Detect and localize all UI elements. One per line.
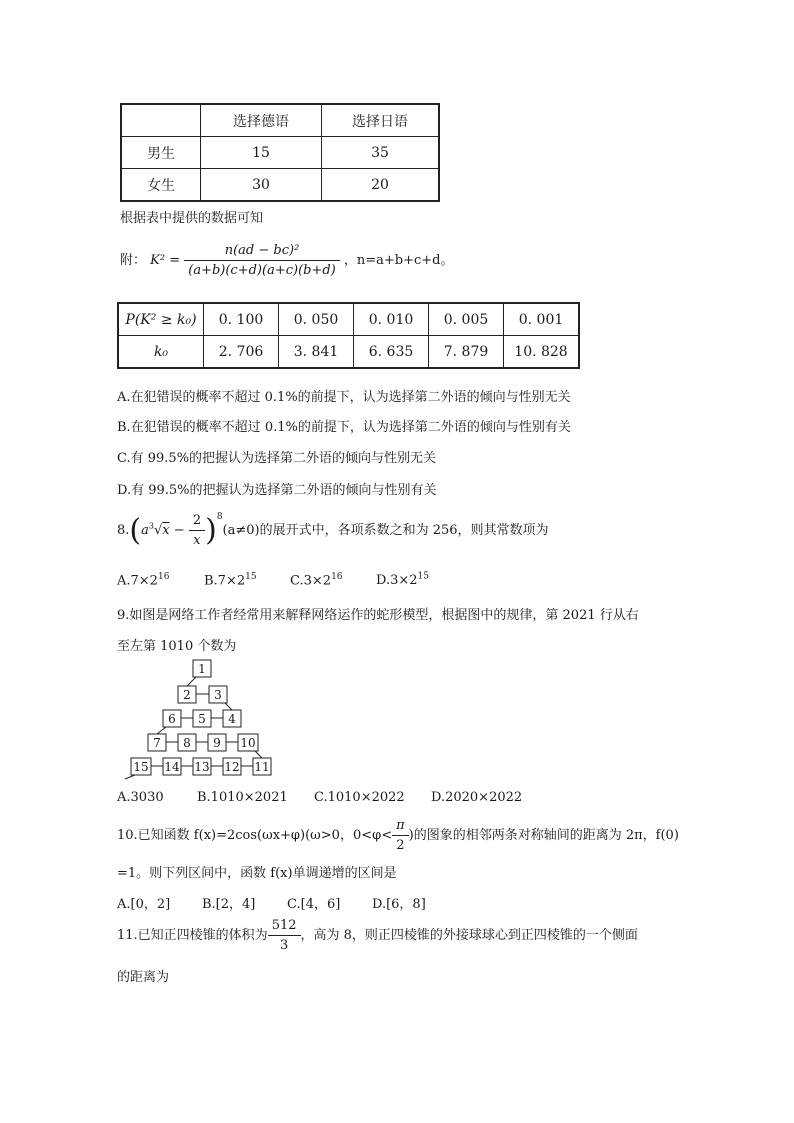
q8-options — [117, 572, 429, 588]
diagram-number: 6 — [168, 712, 176, 726]
diagram-number: 2 — [183, 688, 191, 702]
question-9-line1: 9.如图是网络工作者经常用来解释网络运作的蛇形模型，根据图中的规律，第 2021 行从右 — [117, 608, 639, 623]
question-text: 11.已知正四棱锥的体积为 — [117, 928, 268, 943]
q10-options — [117, 893, 426, 912]
k-squared-formula — [120, 243, 454, 278]
question-11-line1 — [117, 918, 638, 953]
fraction-denominator: 2 — [396, 838, 405, 853]
option-a: A.在犯错误的概率不超过 0.1%的前提下，认为选择第二外语的倾向与性别无关 — [117, 390, 571, 405]
table-cell: k₀ — [118, 336, 204, 369]
option-c: $C.3\times 2^{16}$ — [290, 572, 343, 589]
question-8: $8.(a^3√x$ − $\frac{2}{x}$ )$^8$(a≠0)的展开式中，各项系数之和为 256，则其常数项为 — [117, 511, 549, 548]
diagram-number: 15 — [133, 760, 149, 774]
option-d: D.有 99.5%的把握认为选择第二外语的倾向与性别有关 — [117, 483, 437, 498]
diagram-number: 3 — [214, 688, 222, 702]
table-header-cell — [121, 104, 201, 137]
option-b: $B.7\times 2^{15}$ — [204, 572, 257, 589]
q9-options — [117, 790, 522, 805]
option-d: $D.3\times 2^{15}$ — [376, 572, 429, 589]
table-cell: 0. 001 — [504, 303, 580, 336]
diagram-number: 9 — [213, 736, 221, 750]
option-b: B.在犯错误的概率不超过 0.1%的前提下，认为选择第二外语的倾向与性别有关 — [117, 420, 571, 435]
table-row — [121, 137, 439, 169]
table-cell: 20 — [322, 169, 440, 202]
formula-denominator: (a+b)(c+d)(a+c)(b+d) — [188, 263, 336, 278]
formula-numerator: n(ad − bc)² — [184, 243, 340, 261]
diagram-number: 8 — [183, 736, 191, 750]
table-cell: 0. 100 — [204, 303, 279, 336]
question-10-line2: =1。则下列区间中，函数 f(x)单调递增的区间是 — [117, 866, 397, 881]
table-cell: 0. 005 — [429, 303, 504, 336]
gender-language-table — [120, 103, 440, 202]
intro-text: 根据表中提供的数据可知 — [120, 211, 264, 226]
question-11-line2: 的距离为 — [117, 970, 170, 985]
question-number: 8. — [117, 523, 130, 538]
diagram-number: 11 — [254, 760, 270, 774]
fraction-denominator: 3 — [279, 938, 289, 953]
diagram-number: 1 — [198, 662, 206, 676]
q8-fraction — [189, 513, 205, 548]
diagram-number: 7 — [153, 736, 161, 750]
table-cell: 35 — [322, 137, 440, 169]
option-c: C.1010×2022 — [314, 790, 405, 805]
table-cell: 3. 841 — [279, 336, 354, 369]
pi-over-2-fraction — [392, 818, 409, 853]
option-c: C.有 99.5%的把握认为选择第二外语的倾向与性别无关 — [117, 451, 437, 466]
fraction-numerator: 2 — [189, 513, 205, 531]
table-row — [118, 336, 579, 369]
table-header-cell: 选择日语 — [322, 104, 440, 137]
snake-diagram — [95, 655, 295, 780]
question-text: ，高为 8，则正四棱锥的外接球球心到正四棱锥的一个侧面 — [300, 928, 638, 943]
formula-lhs: K² = — [150, 253, 181, 268]
table-cell: 0. 010 — [354, 303, 429, 336]
table-row — [121, 169, 439, 202]
fraction-numerator: 512 — [268, 918, 301, 936]
question-text: 10.已知函数 f(x)=2cos(ωx+φ)(ω>0，0<φ< — [117, 828, 393, 843]
option-a: A.[0，2] — [117, 897, 171, 912]
table-header-cell: 选择德语 — [201, 104, 322, 137]
diagram-number: 5 — [198, 712, 206, 726]
table-cell: 2. 706 — [204, 336, 279, 369]
option-d: D.2020×2022 — [431, 790, 523, 805]
diagram-number: 10 — [240, 736, 256, 750]
formula-suffix: ，n=a+b+c+d。 — [343, 253, 454, 268]
fraction-denominator: x — [193, 533, 201, 548]
root-index: 3 — [148, 521, 154, 531]
table-cell: 0. 050 — [279, 303, 354, 336]
option-a: A.3030 — [117, 790, 164, 805]
diagram-number: 4 — [228, 712, 236, 726]
table-cell: 女生 — [121, 169, 201, 202]
critical-value-table — [117, 302, 580, 369]
option-a: $A.7\times 2^{16}$ — [117, 572, 170, 589]
volume-fraction — [268, 918, 301, 953]
radicand: x — [162, 523, 170, 538]
math-var: a — [141, 523, 149, 538]
question-text: )的图象的相邻两条对称轴间的距离为 2π，f(0) — [408, 828, 679, 843]
table-row — [118, 303, 579, 336]
question-text: (a≠0)的展开式中，各项系数之和为 256，则其常数项为 — [222, 523, 549, 538]
minus-sign: − — [173, 523, 185, 538]
diagram-number: 12 — [224, 760, 240, 774]
table-cell: 30 — [201, 169, 322, 202]
table-cell: 男生 — [121, 137, 201, 169]
exponent: 8 — [216, 511, 223, 522]
question-9-line2: 至左第 1010 个数为 — [117, 639, 237, 654]
option-d: D.[6，8] — [372, 897, 426, 912]
fraction-numerator: π — [392, 818, 409, 836]
table-cell: P(K² ≥ k₀) — [118, 303, 204, 336]
diagram-number: 13 — [194, 760, 210, 774]
table-cell: 15 — [201, 137, 322, 169]
option-b: B.[2，4] — [202, 897, 256, 912]
diagram-number: 14 — [164, 760, 180, 774]
formula-fraction — [184, 243, 340, 278]
table-cell: 7. 879 — [429, 336, 504, 369]
table-cell: 6. 635 — [354, 336, 429, 369]
option-b: B.1010×2021 — [197, 790, 288, 805]
table-cell: 10. 828 — [504, 336, 580, 369]
formula-prefix: 附： — [120, 253, 147, 268]
option-c: C.[4，6] — [287, 897, 341, 912]
question-10-line1 — [117, 818, 679, 853]
